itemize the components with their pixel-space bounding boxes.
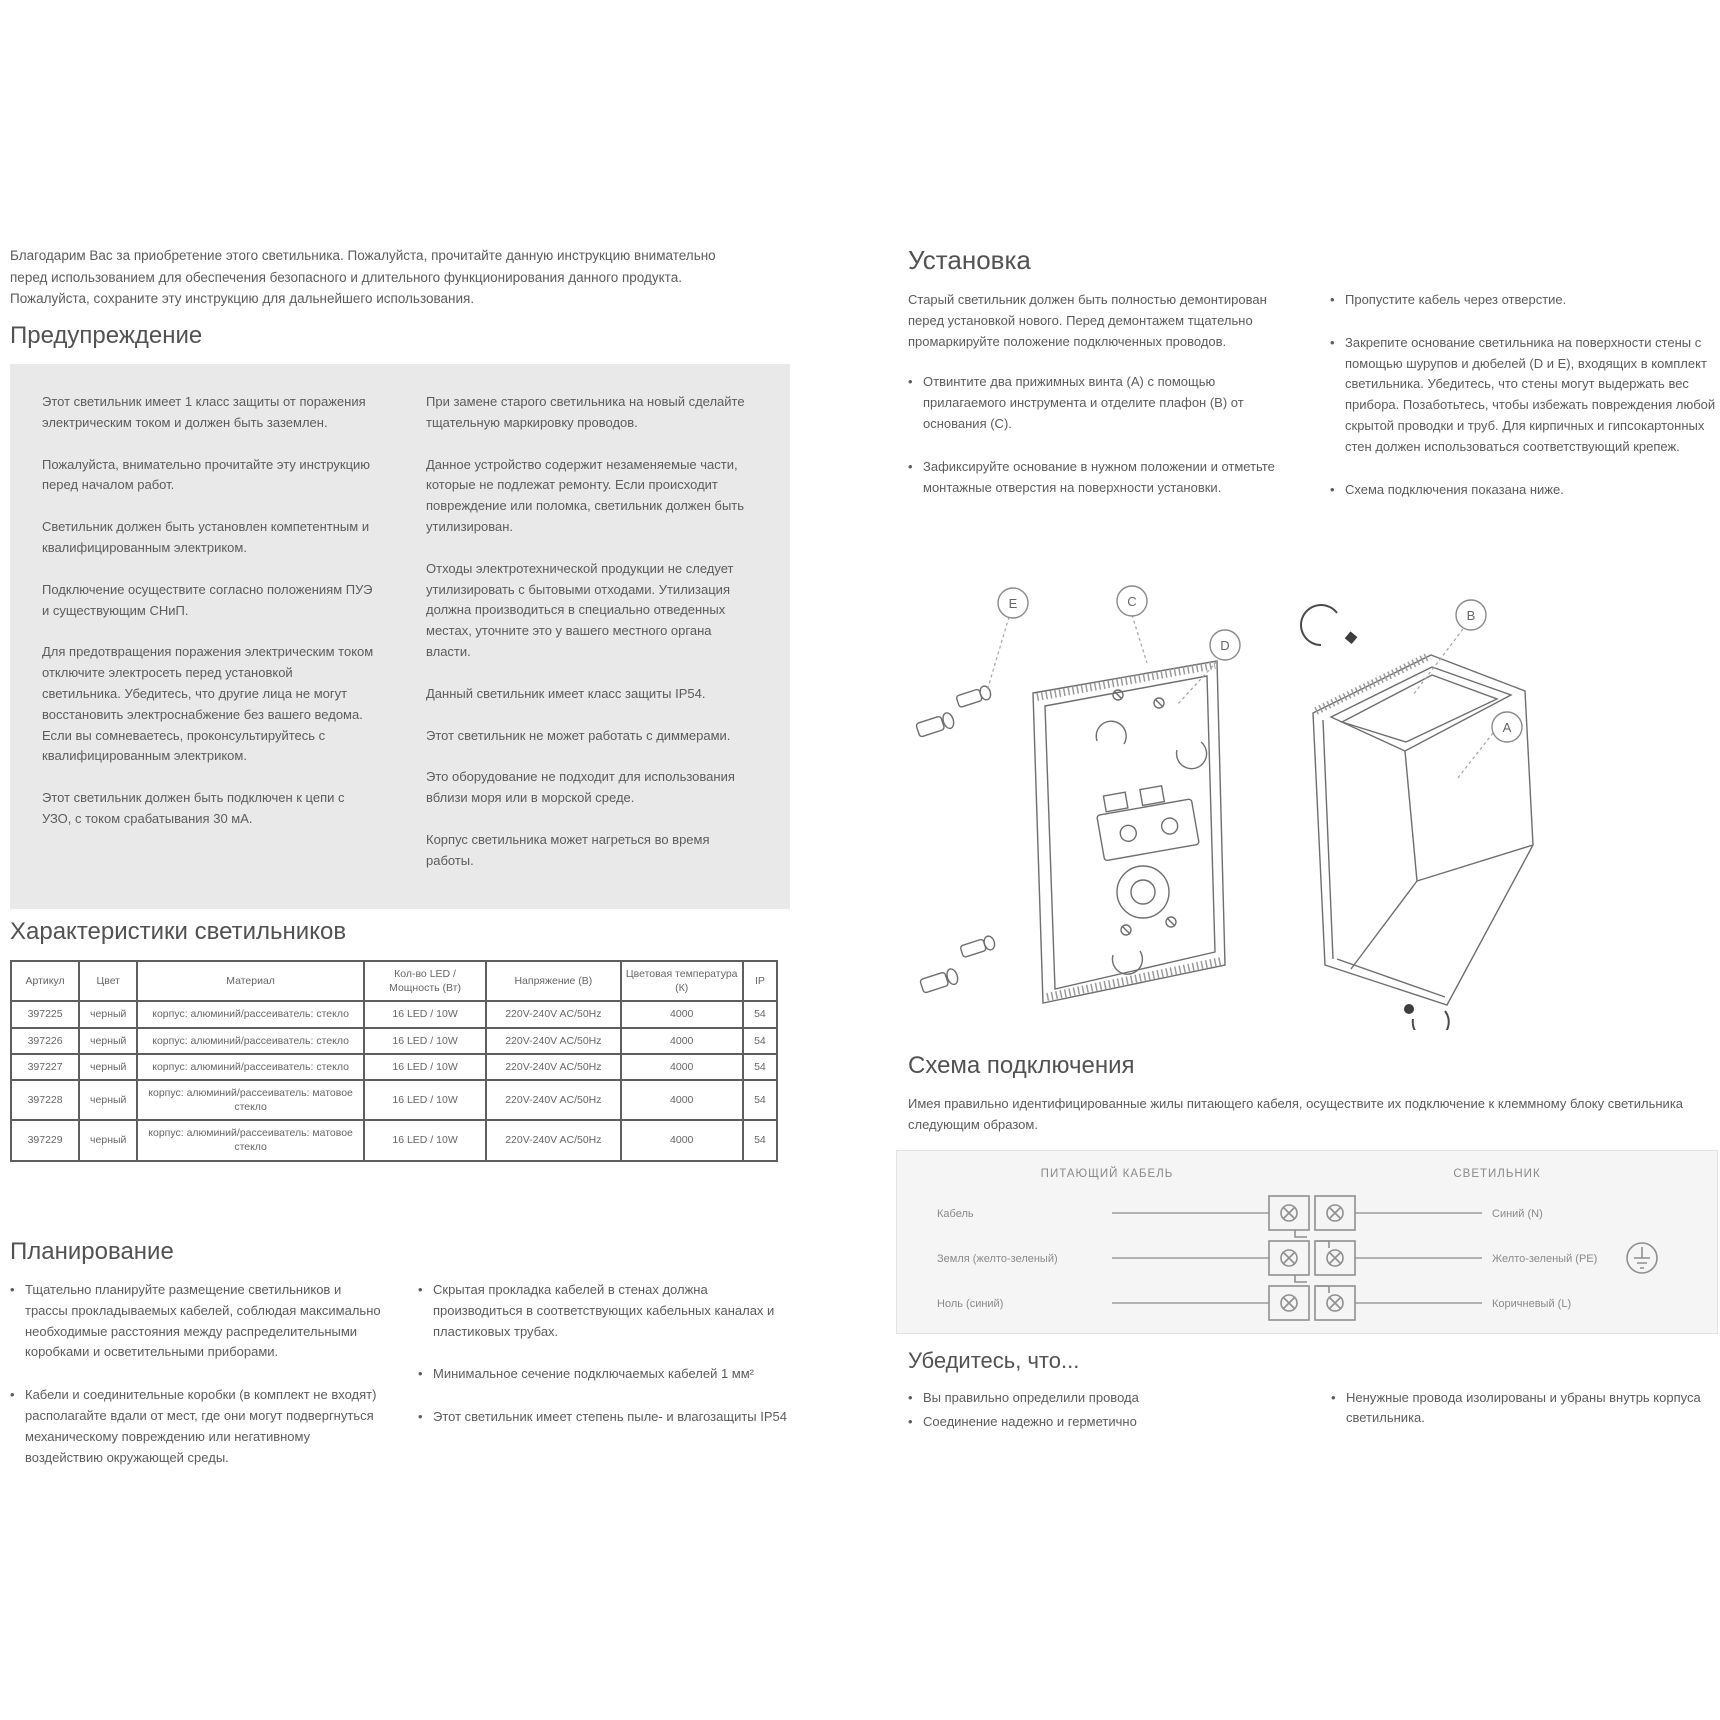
label-A: A xyxy=(1502,720,1512,735)
warning-section xyxy=(10,322,790,909)
warning-paragraph: Пожалуйста, внимательно прочитайте эту инструкцию перед началом работ. xyxy=(42,456,371,493)
terminal-block xyxy=(1269,1196,1355,1320)
planning-section xyxy=(10,1238,790,1490)
screw-icon xyxy=(960,935,997,959)
cell-material: корпус: алюминий/рассеиватель: стекло xyxy=(137,1028,364,1054)
planning-title: Планирование xyxy=(10,1238,174,1265)
cell-led: 16 LED / 10W xyxy=(364,1054,486,1080)
cell-led: 16 LED / 10W xyxy=(364,1080,486,1120)
luminaire-header: СВЕТИЛЬНИК xyxy=(1453,1167,1541,1180)
cell-color: черный xyxy=(79,1080,137,1120)
characteristics-section xyxy=(10,918,790,1162)
installation-right-column xyxy=(1330,290,1718,522)
intro-section xyxy=(10,245,755,310)
cell-ip: 54 xyxy=(743,1080,777,1120)
cell-material: корпус: алюминий/рассеиватель: матовое стекло xyxy=(137,1120,364,1160)
cell-ip: 54 xyxy=(743,1120,777,1160)
label-B: B xyxy=(1466,608,1476,623)
cell-voltage: 220V-240V AC/50Hz xyxy=(486,1001,620,1027)
cell-temp: 4000 xyxy=(621,1054,743,1080)
warning-paragraph: Этот светильник должен быть подключен к цепи с УЗО, с током срабатывания 30 мА. xyxy=(42,790,345,826)
dowel-icon xyxy=(915,712,955,739)
lamp-shade-drawing xyxy=(1313,655,1533,1005)
wiring-title: Схема подключения xyxy=(908,1052,1135,1079)
screw-icon xyxy=(956,685,993,709)
cell-article: 397227 xyxy=(11,1054,79,1080)
cell-led: 16 LED / 10W xyxy=(364,1001,486,1027)
table-row xyxy=(11,1028,777,1054)
wire-label: Кабель xyxy=(937,1207,974,1220)
wiring-diagram-panel xyxy=(896,1150,1718,1334)
warning-paragraph: Данное устройство содержит незаменяемые части, которые не подлежат ремонту. Если происходит повреждение или поломка, светильник должен быть утилизирован. xyxy=(426,456,745,534)
planning-item: • Тщательно планируйте размещение светильников и трассы прокладываемых кабелей, соблюдая максимально необходимые расстояния между распределительными коробками и осветительными приборами. xyxy=(10,1280,382,1363)
verify-title: Убедитесь, что... xyxy=(908,1348,1080,1373)
cell-material: корпус: алюминий/рассеиватель: стекло xyxy=(137,1054,364,1080)
cell-voltage: 220V-240V AC/50Hz xyxy=(486,1054,620,1080)
warning-paragraph: При замене старого светильника на новый сделайте тщательную маркировку проводов. xyxy=(426,394,745,430)
installation-step: • Отвинтите два прижимных винта (А) с помощью прилагаемого инструмента и отделите плафон (В) от основания (С). xyxy=(908,372,1296,434)
cell-article: 397229 xyxy=(11,1120,79,1160)
warning-paragraph: Данный светильник имеет класс защиты IP54. xyxy=(426,685,706,701)
planning-right-column xyxy=(418,1280,790,1490)
installation-step: • Закрепите основание светильника на поверхности стены с помощью шурупов и дюбелей (D и E), входящих в комплект светильника. Убедитесь, что стены могут выдержать вес прибора. Позаботьтесь, чтобы избежать повреждения любой скрытой проводки и труб. Для кирпичных и гипсокартонных стен должен использоваться соответствующий крепеж. xyxy=(1330,333,1718,458)
wire-label: Земля (желто-зеленый) xyxy=(937,1252,1058,1265)
cell-led: 16 LED / 10W xyxy=(364,1028,486,1054)
label-C: C xyxy=(1127,594,1137,609)
col-header: Напряжение (В) xyxy=(486,961,620,1001)
col-header: Артикул xyxy=(11,961,79,1001)
wiring-diagram xyxy=(897,1151,1717,1333)
cell-ip: 54 xyxy=(743,1028,777,1054)
intro-paragraph: Благодарим Вас за приобретение этого светильника. Пожалуйста, прочитайте данную инструкцию внимательно перед использованием для обеспечения безопасного и длительного функционирования данного продукта. Пожалуйста, сохраните эту инструкцию для дальнейшего использования. xyxy=(10,248,716,307)
cell-material: корпус: алюминий/рассеиватель: матовое стекло xyxy=(137,1080,364,1120)
wire-label: Коричневый (L) xyxy=(1492,1297,1572,1310)
warning-paragraph: Отходы электротехнической продукции не следует утилизировать с бытовыми отходами. Утилизация должна производиться в специально отведенных местах, уточните это у вашего местного органа власти. xyxy=(426,560,734,659)
installation-section xyxy=(908,245,1718,522)
installation-step: • Зафиксируйте основание в нужном положении и отметьте монтажные отверстия на поверхности установки. xyxy=(908,457,1296,499)
planning-item: • Минимальное сечение подключаемых кабелей 1 мм² xyxy=(418,1364,790,1385)
table-row xyxy=(11,1001,777,1027)
leader-lines xyxy=(987,615,1493,779)
warning-title: Предупреждение xyxy=(10,322,203,349)
rotate-arrow-icon xyxy=(1404,1004,1449,1030)
supply-cable-header: ПИТАЮЩИЙ КАБЕЛЬ xyxy=(1040,1167,1174,1180)
cell-temp: 4000 xyxy=(621,1028,743,1054)
cell-voltage: 220V-240V AC/50Hz xyxy=(486,1080,620,1120)
warning-box xyxy=(10,364,790,909)
cell-color: черный xyxy=(79,1120,137,1160)
cell-ip: 54 xyxy=(743,1001,777,1027)
warning-paragraph: Корпус светильника может нагреться во время работы. xyxy=(426,831,710,868)
installation-step: • Пропустите кабель через отверстие. xyxy=(1330,290,1718,311)
cell-color: черный xyxy=(79,1001,137,1027)
warning-paragraph: Этот светильник имеет 1 класс защиты от поражения электрическим током и должен быть заземлен. xyxy=(42,394,366,430)
cell-material: корпус: алюминий/рассеиватель: стекло xyxy=(137,1001,364,1027)
verify-item: • Соединение надежно и герметично xyxy=(908,1412,1295,1432)
installation-left-column xyxy=(908,290,1296,522)
cell-led: 16 LED / 10W xyxy=(364,1120,486,1160)
planning-left-column xyxy=(10,1280,382,1490)
cell-color: черный xyxy=(79,1054,137,1080)
planning-item: • Этот светильник имеет степень пыле- и влагозащиты IP54 xyxy=(418,1407,790,1428)
warning-paragraph: Подключение осуществите согласно положениям ПУЭ и существующим СНиП. xyxy=(42,581,373,618)
label-D: D xyxy=(1220,638,1230,653)
planning-item: • Скрытая прокладка кабелей в стенах должна производиться в соответствующих кабельных каналах и пластиковых трубах. xyxy=(418,1280,790,1342)
label-E: E xyxy=(1008,596,1018,611)
table-row xyxy=(11,1054,777,1080)
verify-section xyxy=(908,1348,1718,1435)
dowel-icon xyxy=(919,968,959,995)
cell-voltage: 220V-240V AC/50Hz xyxy=(486,1028,620,1054)
wiring-intro: Имея правильно идентифицированные жилы питающего кабеля, осуществите их подключение к клеммному блоку светильника следующим образом. xyxy=(908,1096,1684,1132)
cell-temp: 4000 xyxy=(621,1001,743,1027)
cell-article: 397225 xyxy=(11,1001,79,1027)
warning-left-column xyxy=(42,392,374,893)
warning-paragraph: Светильник должен быть установлен компетентным и квалифицированным электриком. xyxy=(42,519,370,555)
earth-icon xyxy=(1627,1243,1657,1273)
warning-paragraph: Это оборудование не подходит для использования вблизи моря или в морской среде. xyxy=(426,769,735,806)
installation-title: Установка xyxy=(908,245,1031,275)
cell-article: 397228 xyxy=(11,1080,79,1120)
wire-label: Ноль (синий) xyxy=(937,1297,1004,1310)
installation-step: • Схема подключения показана ниже. xyxy=(1330,480,1718,501)
exploded-view-diagram xyxy=(885,545,1585,1030)
verify-item: • Вы правильно определили провода xyxy=(908,1388,1295,1408)
table-row xyxy=(11,1080,777,1120)
col-header: Кол-во LED / Мощность (Вт) xyxy=(364,961,486,1001)
warning-paragraph: Этот светильник не может работать с диммерами. xyxy=(426,727,731,743)
warning-paragraph: Для предотвращения поражения электрическим током отключите электросеть перед установкой светильника. Убедитесь, что другие лица не могут восстановить электроснабжение без вашего ведома. Если вы сомневаетесь, проконсультируйтесь с квалифицированным электриком. xyxy=(42,644,374,764)
base-plate-drawing xyxy=(1033,661,1225,1003)
col-header: Цвет xyxy=(79,961,137,1001)
rotate-arrow-icon xyxy=(1301,605,1357,645)
col-header: Цветовая температура (К) xyxy=(621,961,743,1001)
table-header-row xyxy=(11,961,777,1001)
cell-article: 397226 xyxy=(11,1028,79,1054)
verify-left-column xyxy=(908,1388,1295,1435)
wire-label: Желто-зеленый (PE) xyxy=(1492,1252,1598,1265)
col-header: IP xyxy=(743,961,777,1001)
wire-label: Синий (N) xyxy=(1492,1207,1543,1220)
table-row xyxy=(11,1120,777,1160)
cell-color: черный xyxy=(79,1028,137,1054)
characteristics-title: Характеристики светильников xyxy=(10,918,347,945)
verify-right-column xyxy=(1331,1388,1718,1435)
col-header: Материал xyxy=(137,961,364,1001)
installation-intro: Старый светильник должен быть полностью демонтирован перед установкой нового. Перед демонтажем тщательно промаркируйте положение подключенных проводов. xyxy=(908,292,1267,349)
cell-temp: 4000 xyxy=(621,1120,743,1160)
characteristics-table xyxy=(10,960,778,1162)
wiring-section xyxy=(908,1052,1720,1334)
cell-voltage: 220V-240V AC/50Hz xyxy=(486,1120,620,1160)
planning-item: • Кабели и соединительные коробки (в комплект не входят) располагайте вдали от мест, где они могут подвергнуться механическому повреждению или негативному воздействию окружающей среды. xyxy=(10,1385,382,1468)
warning-right-column xyxy=(426,392,758,893)
verify-item: • Ненужные провода изолированы и убраны внутрь корпуса светильника. xyxy=(1331,1388,1718,1427)
cell-temp: 4000 xyxy=(621,1080,743,1120)
cell-ip: 54 xyxy=(743,1054,777,1080)
